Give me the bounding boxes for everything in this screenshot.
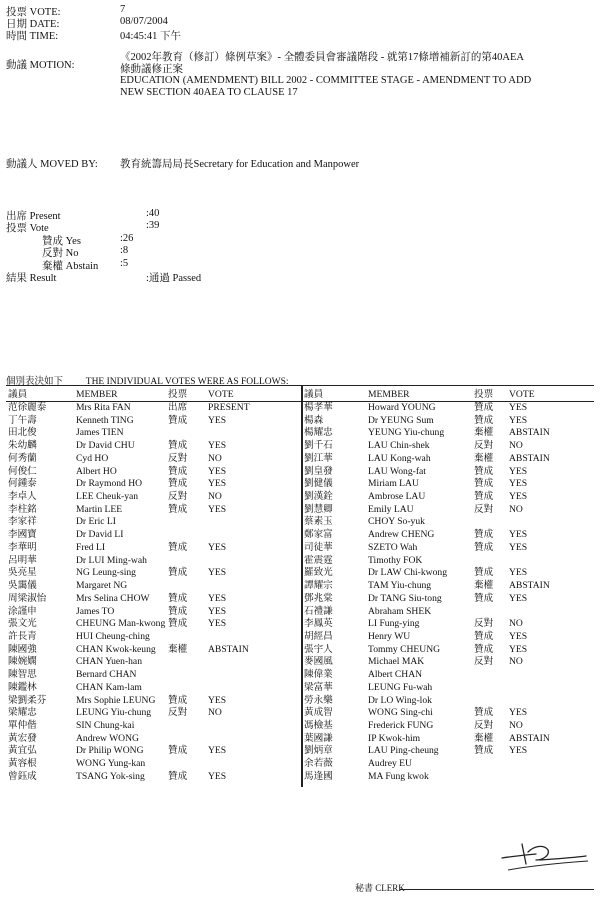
- vote-en: YES: [208, 567, 227, 579]
- member-en: James TO: [76, 605, 115, 617]
- table-row: [6, 695, 594, 708]
- vote-en-right: ABSTAIN: [509, 580, 550, 592]
- vote-cn: 贊成: [168, 694, 188, 706]
- vote-en: NO: [208, 452, 222, 464]
- vote-cn: 贊成: [168, 541, 188, 553]
- vote-en-right: YES: [509, 592, 528, 604]
- table-row: [6, 402, 594, 415]
- vote-en-right: YES: [509, 414, 528, 426]
- table-row: [6, 618, 594, 631]
- vote-cn-right: 棄權: [474, 580, 494, 592]
- header-vote-cn: 投票: [168, 389, 188, 400]
- table-row: [6, 707, 594, 720]
- member-cn: 李華明: [8, 541, 37, 553]
- motion-text: [120, 52, 590, 98]
- table-row: [6, 644, 594, 657]
- member-cn-right: 麥國風: [304, 656, 333, 668]
- vote-cn-right: 贊成: [474, 465, 494, 477]
- member-cn: 曾鈺成: [8, 770, 37, 782]
- table-row: [6, 427, 594, 440]
- member-cn: 陳國強: [8, 643, 37, 655]
- result-value: :通過 Passed: [146, 273, 202, 284]
- vote-en-right: YES: [509, 465, 528, 477]
- member-cn: 何秀蘭: [8, 452, 37, 464]
- present-value: :40: [146, 208, 160, 219]
- vote-cn: 反對: [168, 707, 188, 719]
- vote-en: YES: [208, 503, 227, 515]
- member-cn: 何俊仁: [8, 465, 37, 477]
- member-cn-right: 李鳳英: [304, 618, 333, 630]
- member-en-right: LAU Wong-fat: [368, 465, 426, 477]
- member-cn: 周梁淑怡: [8, 592, 47, 604]
- member-cn-right: 劉漢銓: [304, 491, 333, 503]
- member-cn-right: 譚耀宗: [304, 580, 333, 592]
- time-label: 時間 TIME:: [6, 31, 59, 42]
- member-cn: 朱幼麟: [8, 440, 37, 452]
- table-top-rule: [6, 385, 594, 386]
- member-cn-right: 楊森: [304, 414, 324, 426]
- member-cn-right: 石禮謙: [304, 605, 333, 617]
- vote-cn-right: 棄權: [474, 732, 494, 744]
- vote-cn-right: 贊成: [474, 414, 494, 426]
- vote-cn: 贊成: [168, 592, 188, 604]
- member-en-right: Frederick FUNG: [368, 719, 434, 731]
- member-en-right: LAU Ping-cheung: [368, 745, 439, 757]
- member-cn-right: 馬逢國: [304, 770, 333, 782]
- member-cn-right: 鄧兆棠: [304, 592, 333, 604]
- header-vote-en-right: VOTE: [509, 389, 535, 400]
- clerk-signature-line: [400, 889, 594, 890]
- table-row: [6, 478, 594, 491]
- member-cn: 李國寶: [8, 529, 37, 541]
- vote-en: YES: [208, 770, 227, 782]
- vote-table: [6, 388, 594, 784]
- member-cn: 何鍾泰: [8, 478, 37, 490]
- member-cn: 黃宏發: [8, 732, 37, 744]
- member-en: Mrs Selina CHOW: [76, 592, 150, 604]
- vote-en-right: YES: [509, 402, 528, 413]
- no-label: 反對 No: [42, 248, 79, 259]
- vote-cn-right: 棄權: [474, 452, 494, 464]
- member-en-right: Audrey EU: [368, 758, 412, 770]
- vote-cn: 贊成: [168, 478, 188, 490]
- vote-cn-right: 棄權: [474, 427, 494, 439]
- table-row: [6, 669, 594, 682]
- member-en-right: CHOY So-yuk: [368, 516, 425, 528]
- member-en: Martin LEE: [76, 503, 123, 515]
- table-row: [6, 491, 594, 504]
- member-cn: 李家祥: [8, 516, 37, 528]
- vote-cn-right: 贊成: [474, 478, 494, 490]
- vote-en-right: YES: [509, 541, 528, 553]
- vote-cn-right: 反對: [474, 719, 494, 731]
- member-en-right: Andrew CHENG: [368, 529, 435, 541]
- vote-cn: 贊成: [168, 745, 188, 757]
- member-en: Albert HO: [76, 465, 117, 477]
- vote-en: YES: [208, 541, 227, 553]
- member-en-right: LAU Chin-shek: [368, 440, 430, 452]
- vote-en: NO: [208, 707, 222, 719]
- vote-cn: 反對: [168, 452, 188, 464]
- member-cn-right: 張宇人: [304, 643, 333, 655]
- member-en: WONG Yung-kan: [76, 758, 146, 770]
- motion-line-1: 《2002年教育（修訂）條例草案》- 全體委員會審議階段 - 就第17條增補新訂的第40AEA: [120, 52, 524, 63]
- table-row: [6, 440, 594, 453]
- vote-en-right: NO: [509, 618, 523, 630]
- member-cn-right: 劉慧卿: [304, 503, 333, 515]
- member-en-right: Emily LAU: [368, 503, 414, 515]
- member-cn-right: 余若薇: [304, 758, 333, 770]
- member-en-right: LAU Kong-wah: [368, 452, 431, 464]
- table-row: [6, 567, 594, 580]
- member-en: CHAN Yuen-han: [76, 656, 142, 668]
- vote-en-right: NO: [509, 719, 523, 731]
- table-row: [6, 529, 594, 542]
- motion-line-4: NEW SECTION 40AEA TO CLAUSE 17: [120, 86, 298, 98]
- member-en: James TIEN: [76, 427, 124, 439]
- votes-title-en: THE INDIVIDUAL VOTES WERE AS FOLLOWS:: [85, 377, 289, 387]
- vote-en: YES: [208, 478, 227, 490]
- vote-cn: 贊成: [168, 503, 188, 515]
- table-row: [6, 504, 594, 517]
- table-row: [6, 733, 594, 746]
- table-row: [6, 555, 594, 568]
- vote-cn: 贊成: [168, 440, 188, 452]
- member-cn-right: 劉千石: [304, 440, 333, 452]
- vote-cn-right: 贊成: [474, 529, 494, 541]
- member-en-right: IP Kwok-him: [368, 732, 421, 744]
- vote-cn-right: 反對: [474, 440, 494, 452]
- vote-cn: 贊成: [168, 770, 188, 782]
- vote-cn: 贊成: [168, 414, 188, 426]
- vote-en: YES: [208, 618, 227, 630]
- member-cn: 梁劉柔芬: [8, 694, 47, 706]
- member-en: SIN Chung-kai: [76, 719, 135, 731]
- table-row: [6, 466, 594, 479]
- abstain-label: 棄權 Abstain: [42, 261, 99, 272]
- vote-en-right: NO: [509, 503, 523, 515]
- vote-cn-right: 贊成: [474, 707, 494, 719]
- vote-en: YES: [208, 745, 227, 757]
- member-cn: 陳智思: [8, 669, 37, 681]
- motion-line-3: EDUCATION (AMENDMENT) BILL 2002 - COMMITTEE STAGE - AMENDMENT TO ADD: [120, 75, 532, 86]
- header-vote-cn-right: 投票: [474, 389, 494, 400]
- member-en: CHAN Kam-lam: [76, 681, 142, 693]
- vote-en-right: YES: [509, 529, 528, 541]
- abstain-value: :5: [120, 258, 129, 269]
- table-row: [6, 656, 594, 669]
- member-cn-right: 葉國謙: [304, 732, 333, 744]
- motion-line-2: 條動議修正案: [120, 63, 183, 75]
- vote-en: ABSTAIN: [208, 643, 249, 655]
- vote-en-right: YES: [509, 707, 528, 719]
- no-value: :8: [120, 245, 129, 256]
- member-cn-right: 梁富華: [304, 681, 333, 693]
- table-row: [6, 593, 594, 606]
- clerk-label: 秘書 CLERK: [355, 883, 405, 893]
- member-cn-right: 楊耀忠: [304, 427, 333, 439]
- member-cn: 田北俊: [8, 427, 37, 439]
- member-en-right: TAM Yiu-chung: [368, 580, 432, 592]
- vote-cn-right: 贊成: [474, 592, 494, 604]
- member-cn-right: 勞永樂: [304, 694, 333, 706]
- table-row: [6, 453, 594, 466]
- member-en-right: Henry WU: [368, 630, 411, 642]
- present-label: 出席 Present: [6, 211, 61, 222]
- header-vote-en: VOTE: [208, 389, 234, 400]
- member-en: Dr David CHU: [76, 440, 135, 452]
- table-row: [6, 516, 594, 529]
- member-cn: 黃容根: [8, 758, 37, 770]
- table-row: [6, 758, 594, 771]
- vote-cn-right: 贊成: [474, 402, 494, 413]
- member-en-right: Howard YOUNG: [368, 402, 436, 413]
- member-cn-right: 馮檢基: [304, 719, 333, 731]
- member-cn: 李卓人: [8, 491, 37, 503]
- vote-number-value: 7: [120, 4, 126, 15]
- vote-cn: 贊成: [168, 567, 188, 579]
- vote-cn: 出席: [168, 402, 188, 413]
- member-cn: 吳亮星: [8, 567, 37, 579]
- vote-en: YES: [208, 465, 227, 477]
- member-cn: 張文光: [8, 618, 37, 630]
- member-en-right: Dr LO Wing-lok: [368, 694, 432, 706]
- member-cn-right: 劉皇發: [304, 465, 333, 477]
- member-en-right: Albert CHAN: [368, 669, 423, 681]
- member-cn-right: 羅致光: [304, 567, 333, 579]
- member-cn: 范徐麗泰: [8, 402, 47, 413]
- member-cn: 黃宜弘: [8, 745, 37, 757]
- vote-count-value: :39: [146, 220, 160, 231]
- member-cn-right: 司徒華: [304, 541, 333, 553]
- header-member-cn: 議員: [8, 389, 28, 400]
- table-row: [6, 415, 594, 428]
- vote-en-right: YES: [509, 643, 528, 655]
- mover-value: 教育統籌局局長Secretary for Education and Manpower: [120, 159, 360, 170]
- member-en: LEUNG Yiu-chung: [76, 707, 152, 719]
- member-cn: 丁午壽: [8, 414, 37, 426]
- member-en-right: Dr YEUNG Sum: [368, 414, 434, 426]
- member-cn-right: 黃成智: [304, 707, 333, 719]
- member-en: LEE Cheuk-yan: [76, 491, 139, 503]
- time-value: 04:45:41 下午: [120, 31, 181, 42]
- member-cn: 單仲偕: [8, 719, 37, 731]
- vote-cn-right: 贊成: [474, 630, 494, 642]
- member-cn: 涂謹申: [8, 605, 37, 617]
- member-en-right: LI Fung-ying: [368, 618, 420, 630]
- result-label: 結果 Result: [6, 273, 57, 284]
- member-en: NG Leung-sing: [76, 567, 136, 579]
- member-en: Dr LUI Ming-wah: [76, 554, 147, 566]
- member-cn: 陳婉嫻: [8, 656, 37, 668]
- vote-cn: 反對: [168, 491, 188, 503]
- vote-cn: 贊成: [168, 465, 188, 477]
- vote-en: YES: [208, 440, 227, 452]
- member-en: Mrs Sophie LEUNG: [76, 694, 156, 706]
- member-cn-right: 鄭家富: [304, 529, 333, 541]
- vote-en: NO: [208, 491, 222, 503]
- member-cn: 陳鑑林: [8, 681, 37, 693]
- member-en: Kenneth TING: [76, 414, 134, 426]
- table-row: [6, 720, 594, 733]
- table-row: [6, 745, 594, 758]
- member-en-right: Tommy CHEUNG: [368, 643, 441, 655]
- votes-title-cn: 個別表決如下: [6, 377, 64, 387]
- vote-cn-right: 贊成: [474, 643, 494, 655]
- table-row: [6, 682, 594, 695]
- member-en: Dr David LI: [76, 529, 124, 541]
- member-cn-right: 霍震霆: [304, 554, 333, 566]
- member-cn-right: 楊孝華: [304, 402, 333, 413]
- member-en-right: SZETO Wah: [368, 541, 418, 553]
- member-en: Bernard CHAN: [76, 669, 137, 681]
- table-row: [6, 771, 594, 784]
- member-en: Dr Eric LI: [76, 516, 116, 528]
- member-en-right: LEUNG Fu-wah: [368, 681, 433, 693]
- table-row: [6, 580, 594, 593]
- member-cn-right: 劉健儀: [304, 478, 333, 490]
- member-en-right: Dr TANG Siu-tong: [368, 592, 442, 604]
- vote-en-right: YES: [509, 567, 528, 579]
- member-cn-right: 胡經昌: [304, 630, 333, 642]
- vote-cn-right: 反對: [474, 503, 494, 515]
- mover-label: 動議人 MOVED BY:: [6, 159, 98, 170]
- member-en-right: Michael MAK: [368, 656, 425, 668]
- member-en: Fred LI: [76, 541, 106, 553]
- member-en: TSANG Yok-sing: [76, 770, 145, 782]
- vote-en-right: ABSTAIN: [509, 452, 550, 464]
- vote-en: YES: [208, 605, 227, 617]
- member-en-right: WONG Sing-chi: [368, 707, 433, 719]
- table-row: [6, 606, 594, 619]
- vote-en-right: ABSTAIN: [509, 427, 550, 439]
- member-en-right: YEUNG Yiu-chung: [368, 427, 445, 439]
- header-member-en-right: MEMBER: [368, 389, 410, 400]
- member-cn: 許長青: [8, 630, 37, 642]
- vote-en-right: YES: [509, 491, 528, 503]
- date-value: 08/07/2004: [120, 16, 168, 27]
- motion-label: 動議 MOTION:: [6, 60, 75, 71]
- member-en: Dr Raymond HO: [76, 478, 143, 490]
- vote-en: YES: [208, 694, 227, 706]
- member-en-right: MA Fung kwok: [368, 770, 429, 782]
- member-en: Margaret NG: [76, 580, 128, 592]
- table-row: [6, 542, 594, 555]
- yes-label: 贊成 Yes: [42, 236, 81, 247]
- vote-en: PRESENT: [208, 402, 250, 413]
- vote-cn-right: 贊成: [474, 567, 494, 579]
- vote-cn-right: 贊成: [474, 541, 494, 553]
- member-en: Andrew WONG: [76, 732, 139, 744]
- member-en: CHEUNG Man-kwong: [76, 618, 166, 630]
- member-cn-right: 劉江華: [304, 452, 333, 464]
- vote-cn-right: 贊成: [474, 491, 494, 503]
- member-en-right: Abraham SHEK: [368, 605, 432, 617]
- header-member-cn-right: 議員: [304, 389, 324, 400]
- member-cn: 梁耀忠: [8, 707, 37, 719]
- member-en: Dr Philip WONG: [76, 745, 144, 757]
- header-member-en: MEMBER: [76, 389, 118, 400]
- member-cn-right: 劉炳章: [304, 745, 333, 757]
- member-cn-right: 陳偉業: [304, 669, 333, 681]
- vote-cn: 贊成: [168, 618, 188, 630]
- member-cn: 李柱銘: [8, 503, 37, 515]
- vote-en-right: NO: [509, 656, 523, 668]
- member-en-right: Miriam LAU: [368, 478, 419, 490]
- member-cn: 吳靄儀: [8, 580, 37, 592]
- vote-count-label: 投票 Vote: [6, 223, 49, 234]
- vote-cn-right: 反對: [474, 618, 494, 630]
- vote-number-label: 投票 VOTE:: [6, 7, 61, 18]
- vote-cn: 棄權: [168, 643, 188, 655]
- vote-en-right: YES: [509, 478, 528, 490]
- vote-en-right: YES: [509, 630, 528, 642]
- signature-mark: [500, 830, 590, 872]
- member-en-right: Timothy FOK: [368, 554, 423, 566]
- vote-en-right: ABSTAIN: [509, 732, 550, 744]
- yes-value: :26: [120, 233, 134, 244]
- date-label: 日期 DATE:: [6, 19, 60, 30]
- member-cn: 呂明華: [8, 554, 37, 566]
- table-row: [6, 631, 594, 644]
- vote-cn-right: 贊成: [474, 745, 494, 757]
- member-en: CHAN Kwok-keung: [76, 643, 156, 655]
- vote-table-header: [6, 388, 594, 402]
- vote-en-right: YES: [509, 745, 528, 757]
- member-en: Cyd HO: [76, 452, 109, 464]
- member-en-right: Dr LAW Chi-kwong: [368, 567, 447, 579]
- member-cn-right: 蔡素玉: [304, 516, 333, 528]
- vote-en: YES: [208, 592, 227, 604]
- vote-cn-right: 反對: [474, 656, 494, 668]
- member-en: Mrs Rita FAN: [76, 402, 131, 413]
- member-en-right: Ambrose LAU: [368, 491, 426, 503]
- vote-cn: 贊成: [168, 605, 188, 617]
- vote-en: YES: [208, 414, 227, 426]
- vote-en-right: NO: [509, 440, 523, 452]
- member-en: HUI Cheung-ching: [76, 630, 150, 642]
